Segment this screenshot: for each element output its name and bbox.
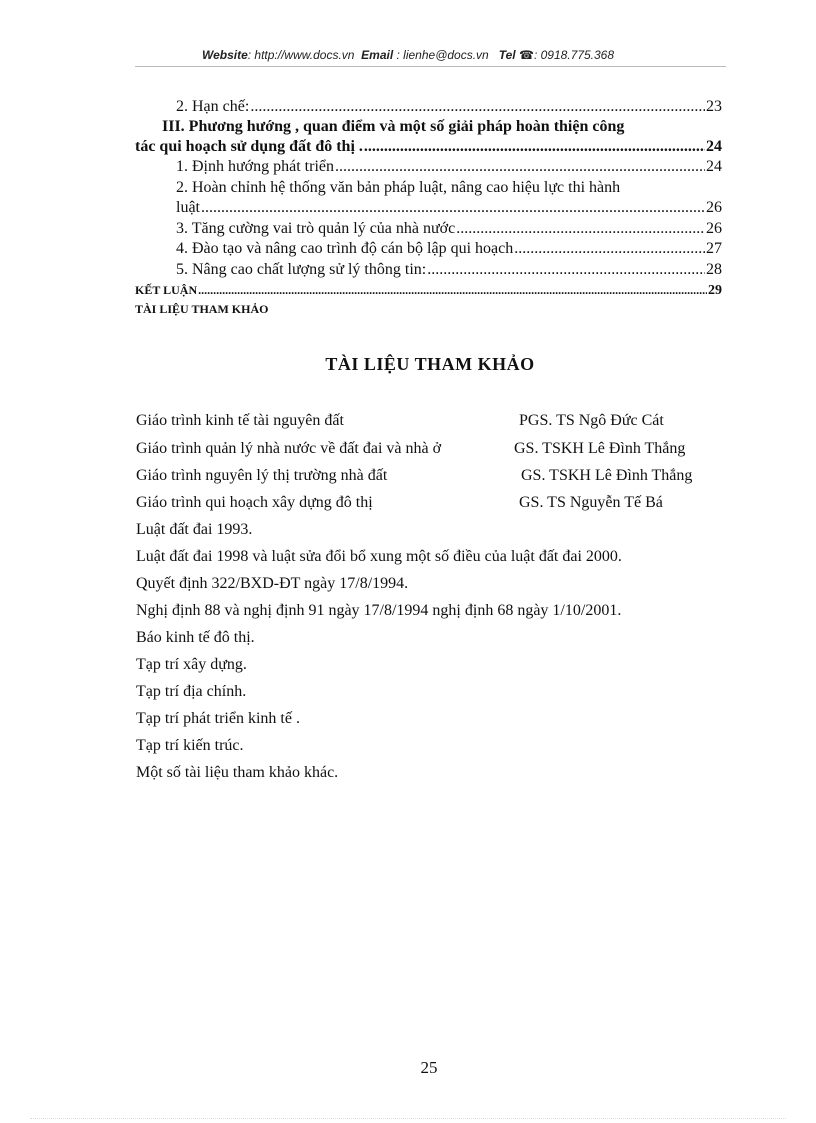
toc-section-iii-line1: III. Phương hướng , quan điểm và một số giải pháp hoàn thiện công xyxy=(162,118,625,135)
list-item: Nghị định 88 và nghị định 91 ngày 17/8/1994 nghị định 68 ngày 1/10/2001. xyxy=(136,602,622,619)
toc-section-iii-line2: tác qui hoạch sử dụng đất đô thị . ..... 24 xyxy=(135,137,722,156)
book-author: GS. TSKH Lê Đình Thắng xyxy=(514,440,686,457)
references-title: TÀI LIỆU THAM KHẢO xyxy=(325,354,535,374)
book-author: GS. TSKH Lê Đình Thắng xyxy=(521,467,693,484)
email-label: Email xyxy=(361,48,394,62)
list-item: Quyết định 322/BXD-ĐT ngày 17/8/1994. xyxy=(136,575,409,592)
header-divider xyxy=(135,66,726,67)
list-item: Tạp trí địa chính. xyxy=(136,683,247,700)
list-item: Tạp trí xây dựng. xyxy=(136,656,247,673)
book-title: Giáo trình nguyên lý thị trường nhà đất xyxy=(136,467,388,484)
toc-leader xyxy=(198,283,707,298)
tel-value: : 0918.775.368 xyxy=(533,48,615,62)
toc-ket-luan: KẾT LUẬN ..... 29 xyxy=(135,283,722,298)
toc-item-2-line2: luật ..... 26 xyxy=(176,198,722,217)
phone-icon: ☎ xyxy=(519,48,534,62)
toc-leader xyxy=(456,219,705,238)
toc-leader xyxy=(514,239,705,258)
toc-leader xyxy=(427,260,705,279)
toc-leader xyxy=(201,198,705,217)
list-item: Tạp trí phát triển kinh tế . xyxy=(136,710,300,727)
page-number: 25 xyxy=(420,1058,438,1077)
list-item: Một số tài liệu tham khảo khác. xyxy=(136,764,339,781)
book-author: GS. TS Nguyễn Tế Bá xyxy=(519,494,663,511)
book-title: Giáo trình quản lý nhà nước về đất đai và nhà ở xyxy=(136,440,442,457)
list-item: Báo kinh tế đô thị. xyxy=(136,629,255,646)
toc-item-han-che: 2. Hạn chế: ..... 23 xyxy=(176,97,722,116)
list-item: Tạp trí kiến trúc. xyxy=(136,737,244,754)
book-title: Giáo trình kinh tế tài nguyên đất xyxy=(136,412,344,429)
toc-item-5: 5. Nâng cao chất lượng sử lý thông tin: ..... 28 xyxy=(176,260,722,279)
toc-item-1: 1. Định hướng phát triển ..... 24 xyxy=(176,157,722,176)
website-value: : http://www.docs.vn xyxy=(247,48,355,62)
toc-item-2-line1: 2. Hoàn chỉnh hệ thống văn bản pháp luật, nâng cao hiệu lực thi hành xyxy=(176,179,621,196)
page-bottom-divider xyxy=(30,1118,786,1119)
book-title: Giáo trình qui hoạch xây dựng đô thị xyxy=(136,494,373,511)
list-item: Luật đất đai 1998 và luật sửa đổi bổ xung một số điều của luật đất đai 2000. xyxy=(136,548,622,565)
book-author: PGS. TS Ngô Đức Cát xyxy=(519,412,664,429)
tel-label: Tel xyxy=(498,48,516,62)
toc-item-4: 4. Đào tạo và nâng cao trình độ cán bộ lập qui hoạch ..... 27 xyxy=(176,239,722,258)
email-value: : lienhe@docs.vn xyxy=(396,48,489,62)
toc-leader xyxy=(250,97,705,116)
website-label: Website xyxy=(201,48,248,62)
list-item: Luật đất đai 1993. xyxy=(136,521,253,538)
toc-tai-lieu: TÀI LIỆU THAM KHẢO xyxy=(135,302,269,316)
toc-leader xyxy=(335,157,705,176)
toc-item-3: 3. Tăng cường vai trò quản lý của nhà nước ..... 26 xyxy=(176,219,722,238)
toc-leader xyxy=(364,137,705,156)
page-header xyxy=(0,48,816,62)
